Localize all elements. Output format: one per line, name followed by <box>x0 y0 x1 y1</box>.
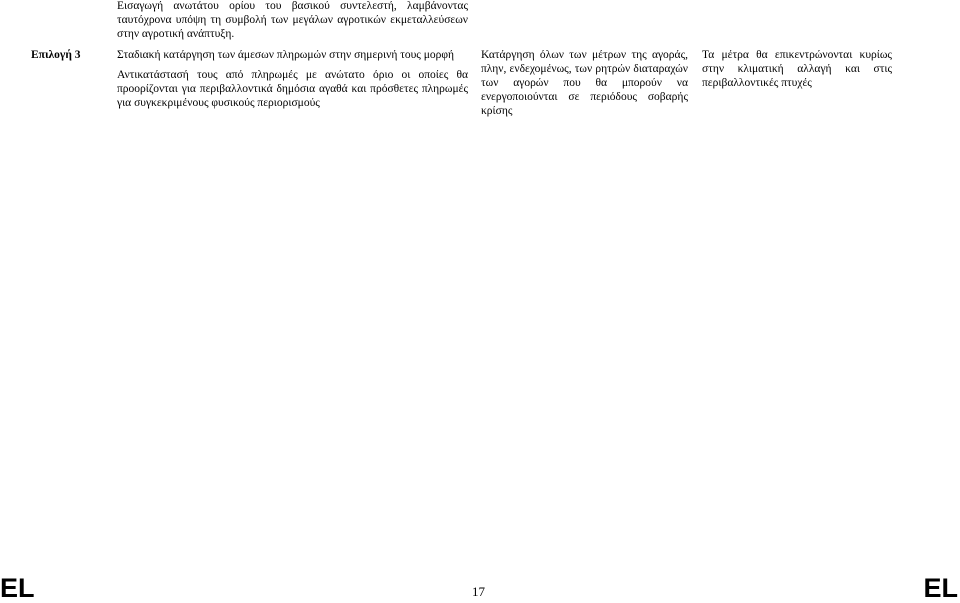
option-3-label: Επιλογή 3 <box>31 49 81 61</box>
rural-development-paragraph: Τα μέτρα θα επικεντρώνονται κυρίως στην κλιματική αλλαγή και στις περιβαλλοντικές πτυχές <box>702 49 892 89</box>
previous-row-text <box>117 0 468 42</box>
option-3-market-measures-cell <box>481 49 688 119</box>
language-code-right: EL <box>923 573 958 603</box>
language-code-left: EL <box>0 573 35 603</box>
option-3-direct-payments-cell <box>117 49 468 111</box>
market-measures-paragraph: Κατάργηση όλων των μέτρων της αγοράς, πλην, ενδεχομένως, των ρητρών διαταραχών των αγορών που θα μπορούν να ενεργοποιούνται σε περιόδους σοβαρής κρίσης <box>481 49 688 117</box>
page-number: 17 <box>472 584 485 599</box>
option-3-rural-development-cell <box>702 49 892 91</box>
direct-payments-paragraph-1: Σταδιακή κατάργηση των άμεσων πληρωμών στην σημερινή τους μορφή <box>117 49 455 61</box>
previous-row-paragraph: Εισαγωγή ανωτάτου ορίου του βασικού συντελεστή, λαμβάνοντας ταυτόχρονα υπόψη τη συμβολή των μεγάλων αγροτικών εκμεταλλεύσεων στην αγροτική ανάπτυξη. <box>117 0 468 40</box>
direct-payments-paragraph-2: Αντικατάστασή τους από πληρωμές με ανώτατο όριο οι οποίες θα προορίζονται για περιβαλλοντικά δημόσια αγαθά και πρόσθετες πληρωμές για συγκεκριμένους φυσικούς περιορισμούς <box>117 68 468 109</box>
